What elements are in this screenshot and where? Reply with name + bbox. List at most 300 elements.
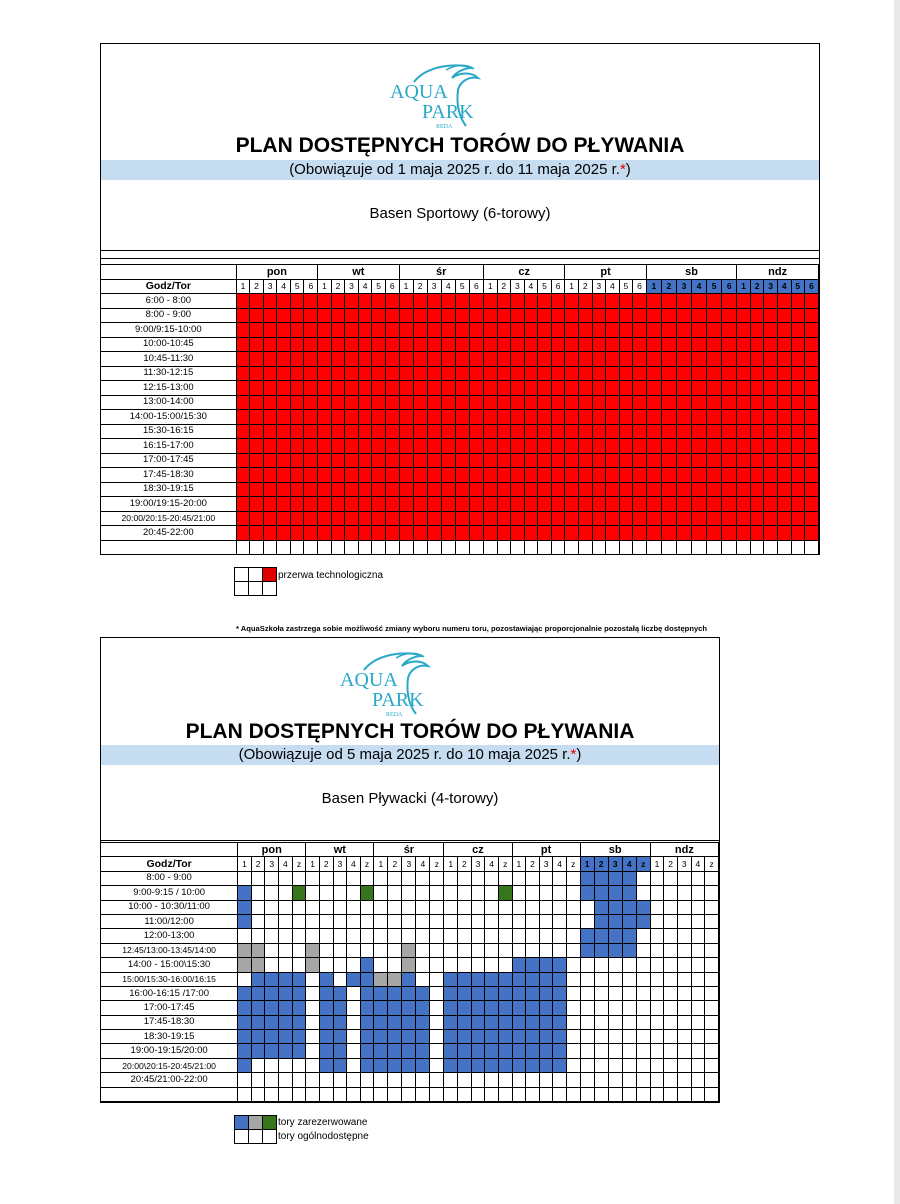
lane-cell-reserved	[458, 1044, 472, 1058]
lane-cell-closed	[805, 366, 819, 381]
lane-cell-closed	[455, 410, 469, 425]
lane-cell-open	[692, 540, 707, 555]
lane-cell-closed	[304, 424, 318, 439]
lane-cell-closed	[676, 294, 691, 309]
lane-cell-open	[677, 1030, 691, 1044]
footnote: * AquaSzkoła zastrzega sobie możliwość zmiany wyboru numeru toru, pozostawiając proporcjonalnie pozostałą liczbę dostępnych	[236, 624, 708, 633]
lane-number: 3	[511, 279, 525, 294]
lane-cell-closed	[250, 468, 264, 483]
lane-cell-open	[430, 958, 444, 972]
lane-cell-closed	[592, 352, 606, 367]
lane-cell-closed	[606, 526, 620, 541]
lane-cell-open	[388, 914, 402, 928]
lane-cell-closed	[345, 366, 359, 381]
lane-cell-reserved	[458, 1030, 472, 1044]
lane-cell-closed	[737, 526, 751, 541]
legend-closed-swatch	[263, 568, 277, 582]
lane-cell-closed	[385, 381, 399, 396]
lane-cell-closed	[236, 526, 250, 541]
page-edge	[894, 0, 900, 1204]
sport-pool-name: Basen Sportowy (6-torowy)	[369, 205, 551, 222]
lane-cell-open	[498, 958, 512, 972]
lane-cell-closed	[619, 482, 633, 497]
lane-cell-reserved	[388, 1058, 402, 1072]
lane-cell-open	[677, 871, 691, 885]
lane-cell-closed	[263, 308, 277, 323]
lane-cell-open	[388, 871, 402, 885]
lane-cell-closed	[565, 366, 579, 381]
lane-cell-open	[430, 986, 444, 1000]
lane-cell-closed	[565, 395, 579, 410]
lane-cell-closed	[385, 468, 399, 483]
lane-cell-closed	[538, 526, 552, 541]
lane-cell-closed	[805, 468, 819, 483]
lane-cell-closed	[646, 323, 661, 338]
lane-cell-open	[360, 900, 374, 914]
lane-cell-open	[636, 1073, 650, 1087]
lane-cell-closed	[692, 323, 707, 338]
lane-cell-reserved	[608, 886, 622, 900]
lane-cell-closed	[606, 366, 620, 381]
lane-cell-closed	[524, 352, 538, 367]
lane-cell-open	[650, 1073, 664, 1087]
lane-cell-open	[539, 943, 553, 957]
lane-cell-closed	[263, 381, 277, 396]
lane-cell-open	[250, 540, 264, 555]
lane-cell-open	[565, 540, 579, 555]
lane-cell-open	[458, 1087, 472, 1101]
lane-cell-open	[650, 900, 664, 914]
lane-cell-closed	[304, 468, 318, 483]
lane-cell-closed	[578, 424, 592, 439]
lane-cell-open	[485, 1073, 499, 1087]
swim-close-paren: )	[576, 746, 582, 763]
lane-cell-open	[664, 943, 678, 957]
lane-cell-reserved	[333, 1030, 347, 1044]
lane-cell-closed	[413, 323, 427, 338]
lane-cell-closed	[385, 395, 399, 410]
lane-cell-closed	[318, 308, 332, 323]
lane-cell-closed	[483, 294, 497, 309]
lane-number: z	[430, 857, 444, 871]
lane-cell-closed	[497, 526, 511, 541]
lane-cell-open	[566, 1030, 580, 1044]
lane-cell-open	[636, 943, 650, 957]
lane-cell-closed	[358, 308, 372, 323]
lane-cell-open	[319, 1073, 333, 1087]
lane-cell-closed	[805, 497, 819, 512]
corner-label: Godz/Tor	[101, 857, 238, 871]
time-slot: 12:15-13:00	[101, 381, 237, 396]
time-slot: 8:00 - 9:00	[101, 308, 237, 323]
lane-number: z	[705, 857, 719, 871]
day-header: ndz	[650, 843, 718, 857]
lane-cell-closed	[633, 308, 647, 323]
lane-cell-closed	[277, 366, 291, 381]
lane-cell-closed	[469, 410, 483, 425]
lane-cell-open	[292, 900, 306, 914]
lane-cell-closed	[707, 381, 722, 396]
lane-number: 3	[764, 279, 778, 294]
lane-cell-closed	[606, 424, 620, 439]
lane-cell-open	[594, 1073, 608, 1087]
lane-cell-reserved	[471, 1030, 485, 1044]
lane-cell-reserved	[553, 1001, 567, 1015]
lane-cell-closed	[722, 395, 737, 410]
lane-cell-closed	[345, 497, 359, 512]
lane-cell-closed	[318, 468, 332, 483]
lane-cell-open	[292, 871, 306, 885]
lane-cell-reserved	[416, 1030, 430, 1044]
lane-cell-open	[265, 958, 279, 972]
lane-cell-closed	[236, 308, 250, 323]
lane-cell-closed	[250, 511, 264, 526]
lane-cell-open	[374, 929, 388, 943]
lane-cell-closed	[345, 526, 359, 541]
lane-cell-open	[646, 540, 661, 555]
lane-cell-closed	[413, 337, 427, 352]
lane-cell-reserved	[608, 914, 622, 928]
lane-cell-closed	[345, 468, 359, 483]
time-slot: 15:00/15:30-16:00/16:15	[101, 972, 238, 986]
lane-cell-open	[664, 1015, 678, 1029]
lane-cell-closed	[318, 526, 332, 541]
lane-cell-closed	[606, 439, 620, 454]
lane-cell-open	[566, 1001, 580, 1015]
lane-cell-closed	[619, 294, 633, 309]
lane-cell-reserved	[594, 914, 608, 928]
lane-cell-closed	[764, 352, 778, 367]
lane-cell-closed	[427, 482, 441, 497]
lane-cell-closed	[331, 410, 345, 425]
lane-cell-open	[498, 900, 512, 914]
lane-cell-closed	[551, 366, 565, 381]
lane-cell-closed	[737, 424, 751, 439]
lane-cell-open	[705, 986, 719, 1000]
lane-cell-closed	[318, 497, 332, 512]
lane-cell-open	[526, 900, 540, 914]
lane-number: 3	[676, 279, 691, 294]
lane-cell-closed	[592, 337, 606, 352]
lane-cell-closed	[538, 323, 552, 338]
lane-cell-open	[705, 972, 719, 986]
lane-cell-closed	[707, 468, 722, 483]
lane-cell-closed	[263, 323, 277, 338]
lane-cell-closed	[692, 410, 707, 425]
lane-cell-open	[608, 1001, 622, 1015]
lane-cell-closed	[750, 439, 764, 454]
lane-cell-closed	[805, 424, 819, 439]
lane-cell-closed	[331, 381, 345, 396]
lane-cell-closed	[524, 424, 538, 439]
lane-cell-open	[650, 986, 664, 1000]
lane-cell-open	[347, 886, 361, 900]
lane-cell-open	[512, 914, 526, 928]
lane-cell-closed	[524, 453, 538, 468]
lane-cell-open	[691, 886, 705, 900]
lane-cell-open	[347, 986, 361, 1000]
lane-cell-closed	[483, 439, 497, 454]
lane-cell-closed	[764, 482, 778, 497]
lane-cell-closed	[331, 395, 345, 410]
lane-number: 3	[539, 857, 553, 871]
lane-cell-closed	[551, 526, 565, 541]
lane-cell-closed	[263, 337, 277, 352]
lane-cell-closed	[427, 337, 441, 352]
lane-number: 1	[236, 279, 250, 294]
lane-cell-open	[539, 929, 553, 943]
lane-cell-reserved	[360, 958, 374, 972]
lane-cell-open	[650, 1001, 664, 1015]
lane-cell-open	[594, 1015, 608, 1029]
lane-cell-closed	[331, 526, 345, 541]
day-header: sb	[580, 843, 650, 857]
lane-cell-closed	[236, 453, 250, 468]
lane-cell-open	[691, 1058, 705, 1072]
lane-cell-closed	[646, 468, 661, 483]
lane-cell-closed	[385, 526, 399, 541]
lane-cell-open	[441, 540, 455, 555]
lane-cell-closed	[538, 468, 552, 483]
lane-cell-closed	[483, 381, 497, 396]
lane-cell-closed	[455, 526, 469, 541]
lane-cell-reserved	[485, 986, 499, 1000]
lane-cell-reserved	[539, 1044, 553, 1058]
lane-cell-open	[608, 1044, 622, 1058]
lane-number: 2	[319, 857, 333, 871]
lane-number: 2	[594, 857, 608, 871]
lane-cell-closed	[318, 294, 332, 309]
lane-cell-closed	[764, 366, 778, 381]
lane-cell-open	[512, 900, 526, 914]
lane-cell-open	[485, 958, 499, 972]
lane-cell-reserved	[333, 1015, 347, 1029]
lane-cell-open	[279, 1058, 293, 1072]
lane-cell-closed	[372, 323, 386, 338]
lane-cell-open	[661, 540, 676, 555]
lane-cell-reserved	[265, 1030, 279, 1044]
lane-cell-open	[416, 1073, 430, 1087]
lane-cell-closed	[511, 497, 525, 512]
lane-cell-closed	[791, 424, 805, 439]
lane-cell-closed	[722, 337, 737, 352]
time-slot: 20:45/21:00-22:00	[101, 1073, 238, 1087]
lane-cell-open	[402, 1073, 416, 1087]
lane-cell-open	[430, 886, 444, 900]
lane-cell-closed	[277, 453, 291, 468]
lane-cell-closed	[592, 410, 606, 425]
lane-number: 2	[250, 279, 264, 294]
lane-cell-closed	[661, 497, 676, 512]
lane-number: 2	[413, 279, 427, 294]
lane-cell-open	[251, 914, 265, 928]
lane-cell-closed	[385, 482, 399, 497]
lane-cell-closed	[777, 352, 791, 367]
lane-cell-closed	[455, 468, 469, 483]
lane-cell-closed	[551, 381, 565, 396]
lane-cell-closed	[676, 352, 691, 367]
lane-number: 5	[455, 279, 469, 294]
lane-cell-closed	[750, 424, 764, 439]
lane-number: 4	[441, 279, 455, 294]
lane-cell-open	[664, 1030, 678, 1044]
lane-cell-closed	[619, 308, 633, 323]
time-slot: 16:15-17:00	[101, 439, 237, 454]
lane-cell-closed	[805, 352, 819, 367]
lane-cell-closed	[331, 294, 345, 309]
lane-number: 6	[304, 279, 318, 294]
lane-cell-closed	[737, 482, 751, 497]
lane-cell-closed	[413, 439, 427, 454]
lane-cell-open	[636, 958, 650, 972]
lane-cell-closed	[676, 337, 691, 352]
lane-cell-open	[526, 886, 540, 900]
lane-cell-open	[347, 900, 361, 914]
lane-cell-open	[251, 1058, 265, 1072]
lane-cell-reserved	[374, 1015, 388, 1029]
lane-cell-reserved	[279, 972, 293, 986]
lane-number: 3	[263, 279, 277, 294]
lane-cell-open	[455, 540, 469, 555]
swim-validity-band	[101, 745, 719, 765]
lane-cell-reserved	[553, 958, 567, 972]
lane-cell-open	[238, 1087, 252, 1101]
lane-cell-closed	[399, 352, 413, 367]
lane-cell-open	[471, 943, 485, 957]
lane-cell-closed	[304, 439, 318, 454]
lane-cell-closed	[737, 468, 751, 483]
lane-cell-open	[622, 986, 636, 1000]
lane-cell-open	[319, 871, 333, 885]
lane-cell-closed	[483, 453, 497, 468]
lane-cell-closed	[646, 482, 661, 497]
lane-cell-open	[691, 871, 705, 885]
lane-cell-closed	[413, 294, 427, 309]
lane-cell-open	[622, 1001, 636, 1015]
lane-cell-reserved	[319, 1015, 333, 1029]
lane-cell-closed	[791, 526, 805, 541]
lane-number: 1	[565, 279, 579, 294]
lane-cell-closed	[777, 395, 791, 410]
lane-cell-closed	[399, 410, 413, 425]
lane-cell-reserved	[444, 1030, 458, 1044]
lane-cell-closed	[592, 323, 606, 338]
lane-cell-open	[427, 540, 441, 555]
day-header: pt	[565, 265, 646, 280]
lane-cell-open	[318, 540, 332, 555]
lane-cell-closed	[483, 468, 497, 483]
lane-cell-closed	[578, 395, 592, 410]
lane-cell-reserved	[319, 1058, 333, 1072]
lane-cell-closed	[263, 468, 277, 483]
lane-cell-closed	[236, 366, 250, 381]
lane-number: 3	[427, 279, 441, 294]
time-slot: 20:00\20:15-20:45/21:00	[101, 1058, 238, 1072]
lane-cell-reserved	[539, 972, 553, 986]
lane-cell-closed	[427, 424, 441, 439]
lane-number: 1	[646, 279, 661, 294]
lane-cell-closed	[511, 294, 525, 309]
time-slot: 15:30-16:15	[101, 424, 237, 439]
lane-cell-open	[360, 1087, 374, 1101]
lane-cell-closed	[565, 308, 579, 323]
lane-cell-open	[333, 1087, 347, 1101]
lane-cell-open	[279, 929, 293, 943]
lane-cell-closed	[551, 482, 565, 497]
lane-cell-open	[691, 914, 705, 928]
lane-cell-closed	[483, 366, 497, 381]
lane-cell-open	[333, 871, 347, 885]
lane-cell-closed	[318, 453, 332, 468]
lane-cell-open	[566, 1087, 580, 1101]
lane-cell-open	[608, 1015, 622, 1029]
swim-lane-grid	[100, 842, 719, 1102]
lane-cell-open	[608, 1087, 622, 1101]
lane-cell-open	[416, 914, 430, 928]
lane-cell-closed	[524, 526, 538, 541]
lane-cell-reserved	[279, 986, 293, 1000]
lane-number: 1	[483, 279, 497, 294]
lane-cell-closed	[399, 323, 413, 338]
lane-cell-open	[650, 1058, 664, 1072]
lane-cell-reserved	[512, 958, 526, 972]
lane-cell-reserved	[279, 1001, 293, 1015]
lane-cell-open	[677, 943, 691, 957]
lane-cell-closed	[372, 439, 386, 454]
lane-cell-open	[650, 1030, 664, 1044]
lane-cell-closed	[290, 352, 304, 367]
lane-cell-open	[705, 871, 719, 885]
lane-cell-reserved	[471, 1001, 485, 1015]
lane-cell-closed	[707, 366, 722, 381]
lane-cell-closed	[399, 497, 413, 512]
lane-cell-closed	[619, 366, 633, 381]
lane-cell-closed	[304, 323, 318, 338]
lane-cell-closed	[750, 468, 764, 483]
lane-cell-closed	[578, 323, 592, 338]
lane-cell-closed	[538, 352, 552, 367]
lane-cell-open	[677, 914, 691, 928]
lane-cell-closed	[236, 410, 250, 425]
lane-cell-open	[265, 1058, 279, 1072]
lane-cell-closed	[304, 294, 318, 309]
lane-cell-reserved	[374, 1058, 388, 1072]
lane-cell-closed	[633, 526, 647, 541]
lane-cell-reserved	[526, 1058, 540, 1072]
lane-cell-open	[608, 986, 622, 1000]
lane-cell-closed	[441, 482, 455, 497]
lane-cell-closed	[676, 468, 691, 483]
lane-cell-open	[251, 886, 265, 900]
lane-cell-open	[238, 871, 252, 885]
lane-number: 4	[279, 857, 293, 871]
lane-cell-closed	[707, 294, 722, 309]
lane-cell-closed	[385, 323, 399, 338]
lane-cell-closed	[318, 395, 332, 410]
lane-number: 3	[402, 857, 416, 871]
lane-cell-open	[566, 900, 580, 914]
lane-cell-closed	[578, 482, 592, 497]
lane-cell-closed	[524, 482, 538, 497]
lane-cell-closed	[524, 381, 538, 396]
lane-cell-open	[430, 914, 444, 928]
lane-cell-closed	[250, 308, 264, 323]
lane-cell-open	[347, 1058, 361, 1072]
lane-number: z	[636, 857, 650, 871]
lane-number: 3	[608, 857, 622, 871]
sport-plan-title: PLAN DOSTĘPNYCH TORÓW DO PŁYWANIA	[235, 134, 685, 157]
lane-cell-reserved	[512, 1044, 526, 1058]
